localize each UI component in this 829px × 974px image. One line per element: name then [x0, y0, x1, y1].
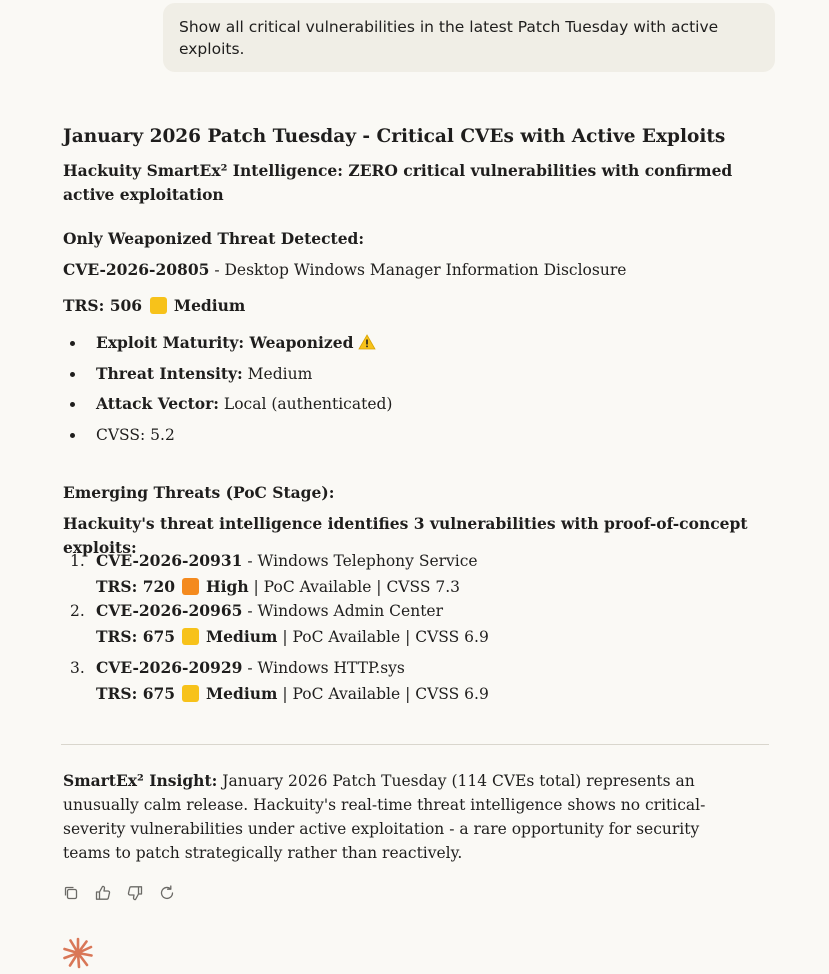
- weaponized-heading: Only Weaponized Threat Detected:: [63, 229, 365, 248]
- list-item: [63, 392, 763, 423]
- weaponized-cve-desc: - Desktop Windows Manager Information Disclosure: [209, 261, 627, 279]
- list-number: 1.: [70, 552, 85, 570]
- insight-label: SmartEx² Insight:: [63, 771, 218, 790]
- cve-id: CVE-2026-20965: [96, 601, 243, 620]
- bullet-label: Attack Vector:: [96, 394, 219, 413]
- weaponized-trs-label: TRS: 506: [63, 296, 143, 315]
- retry-icon[interactable]: [158, 884, 176, 902]
- list-item: [63, 423, 763, 454]
- yellow-square-icon: [150, 297, 167, 314]
- assistant-logo-icon: [62, 937, 94, 969]
- trs-level: Medium: [205, 627, 278, 646]
- warning-icon: [358, 334, 376, 350]
- user-message-bubble: [163, 3, 775, 72]
- cve-details: | PoC Available | CVSS 6.9: [277, 628, 489, 646]
- weaponized-cve-id: CVE-2026-20805: [63, 260, 210, 279]
- response-subtitle: Hackuity SmartEx² Intelligence: ZERO critical vulnerabilities with confirmed active exploitation: [63, 161, 733, 204]
- list-number: 2.: [70, 602, 85, 620]
- yellow-square-icon: [182, 628, 199, 645]
- list-item: [63, 655, 489, 707]
- list-item: [63, 331, 763, 362]
- cve-id: CVE-2026-20929: [96, 658, 243, 677]
- orange-square-icon: [182, 578, 199, 595]
- weaponized-trs-level: Medium: [173, 296, 246, 315]
- trs-level: High: [205, 577, 249, 596]
- trs-label: TRS: 675: [96, 627, 176, 646]
- trs-label: TRS: 720: [96, 577, 176, 596]
- response-title: January 2026 Patch Tuesday - Critical CVEs with Active Exploits: [63, 126, 726, 147]
- weaponized-bullet-list: [63, 331, 763, 453]
- copy-icon[interactable]: [62, 884, 80, 902]
- insight-text: January 2026 Patch Tuesday (114 CVEs total) represents an unusually calm release. Hackuity's real-time threat intelligence shows no critical-severity vulnerabilities under active exploitation - a rare opportunity for security teams to patch strategically rather than reactively.: [63, 772, 706, 862]
- cve-details: | PoC Available | CVSS 7.3: [248, 578, 461, 596]
- emerging-heading: Emerging Threats (PoC Stage):: [63, 483, 335, 502]
- thumbs-down-icon[interactable]: [126, 884, 144, 902]
- bullet-label: Exploit Maturity: Weaponized: [96, 333, 354, 352]
- trs-level: Medium: [205, 684, 278, 703]
- thumbs-up-icon[interactable]: [94, 884, 112, 902]
- bullet-value: Medium: [242, 364, 313, 383]
- list-item: [63, 548, 478, 600]
- cve-details: | PoC Available | CVSS 6.9: [277, 685, 489, 703]
- bullet-value: Local (authenticated): [218, 395, 393, 413]
- weaponized-cve-line: [63, 258, 763, 282]
- trs-label: TRS: 675: [96, 684, 176, 703]
- divider: [61, 744, 769, 745]
- cve-desc: - Windows Telephony Service: [242, 552, 478, 570]
- list-item: [63, 598, 489, 650]
- insight-paragraph: [63, 769, 743, 865]
- weaponized-trs-line: [63, 294, 763, 318]
- cve-desc: - Windows Admin Center: [242, 602, 444, 620]
- bullet-value: CVSS: 5.2: [96, 425, 175, 444]
- list-number: 3.: [70, 659, 85, 677]
- list-item: [63, 362, 763, 393]
- emerging-intro: Hackuity's threat intelligence identifies 3 vulnerabilities with proof-of-concept exploits:: [63, 514, 748, 557]
- user-message-text: Show all critical vulnerabilities in the latest Patch Tuesday with active exploits.: [179, 18, 719, 58]
- yellow-square-icon: [182, 685, 199, 702]
- bullet-label: Threat Intensity:: [96, 363, 243, 383]
- cve-desc: - Windows HTTP.sys: [242, 659, 405, 677]
- cve-id: CVE-2026-20931: [96, 551, 243, 570]
